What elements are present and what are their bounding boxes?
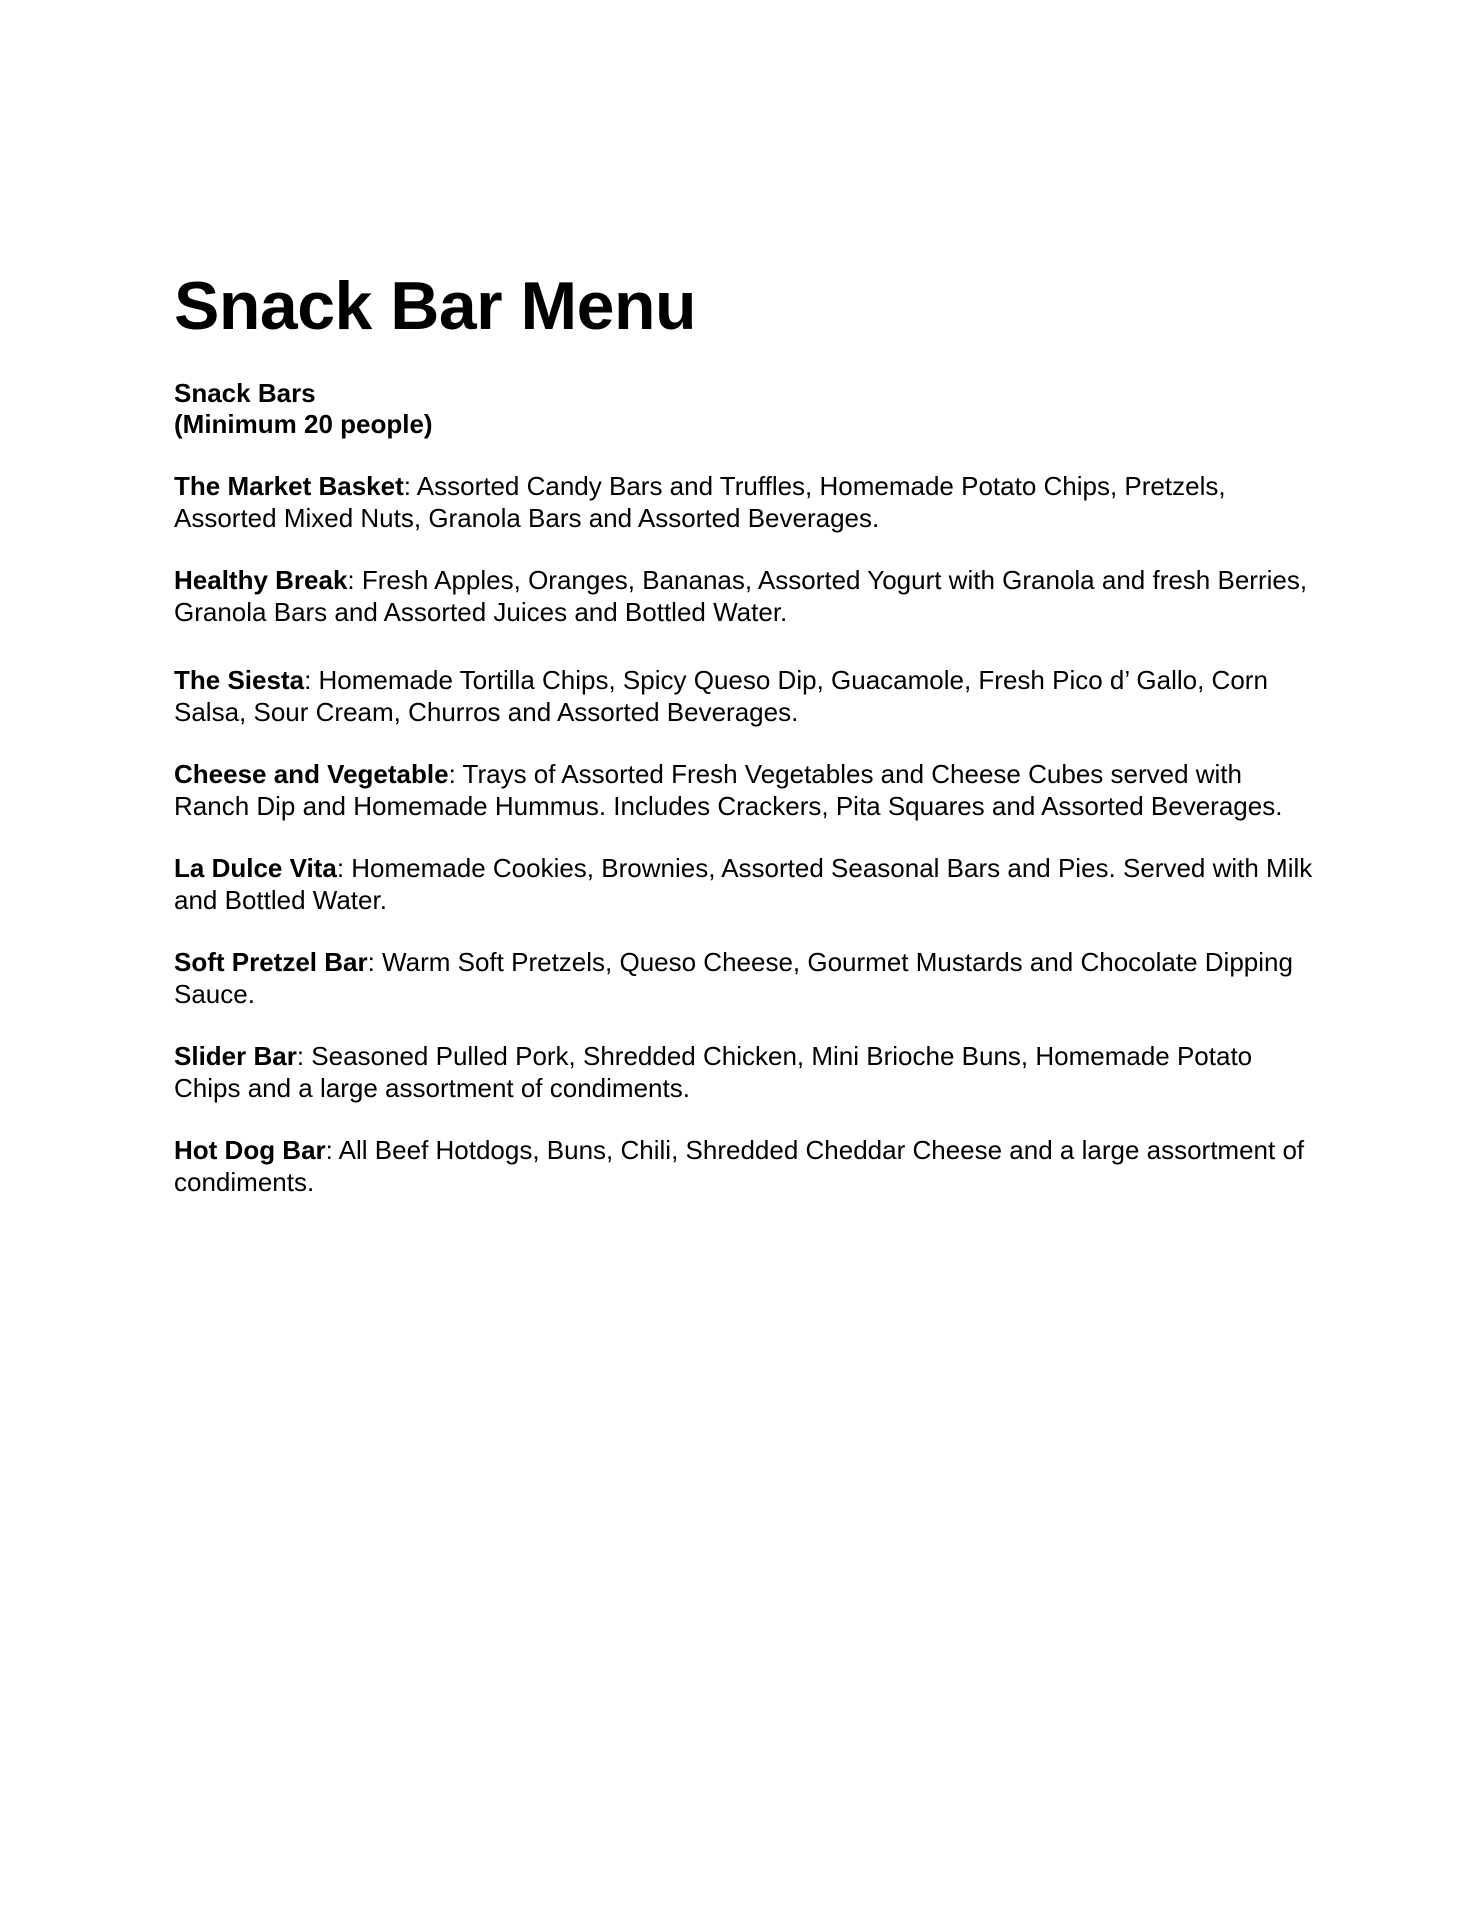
menu-item-soft-pretzel-bar	[174, 947, 1324, 1010]
menu-item-description: : Warm Soft Pretzels, Queso Cheese, Gourmet Mustards and Chocolate Dipping Sauce.	[174, 947, 1293, 1009]
menu-item-description: : Trays of Assorted Fresh Vegetables and Cheese Cubes served with Ranch Dip and Homemade Hummus. Includes Crackers, Pita Squares and Assorted Beverages.	[174, 759, 1283, 821]
menu-item-name: The Market Basket	[174, 471, 404, 501]
menu-item-hot-dog-bar	[174, 1135, 1324, 1198]
menu-item-description: : Fresh Apples, Oranges, Bananas, Assorted Yogurt with Granola and fresh Berries, Granola Bars and Assorted Juices and Bottled Water.	[174, 565, 1308, 627]
menu-item-name: The Siesta	[174, 665, 305, 695]
menu-item-the-siesta	[174, 665, 1324, 728]
menu-item-name: Hot Dog Bar	[174, 1135, 326, 1165]
menu-item-name: Cheese and Vegetable	[174, 759, 449, 789]
section-header	[174, 378, 1324, 440]
menu-item-cheese-and-vegetable	[174, 759, 1324, 822]
menu-item-description: : Homemade Cookies, Brownies, Assorted Seasonal Bars and Pies. Served with Milk and Bottled Water.	[174, 853, 1313, 915]
section-heading: Snack Bars	[174, 378, 316, 408]
menu-item-description: : Assorted Candy Bars and Truffles, Homemade Potato Chips, Pretzels, Assorted Mixed Nuts, Granola Bars and Assorted Beverages.	[174, 471, 1226, 533]
page-title: Snack Bar Menu	[174, 268, 697, 344]
menu-document	[174, 268, 1324, 1198]
menu-item-name: Soft Pretzel Bar	[174, 947, 368, 977]
menu-item-market-basket	[174, 471, 1324, 534]
menu-item-description: : All Beef Hotdogs, Buns, Chili, Shredded Cheddar Cheese and a large assortment of condiments.	[174, 1135, 1305, 1197]
menu-item-la-dulce-vita	[174, 853, 1324, 916]
menu-item-description: : Seasoned Pulled Pork, Shredded Chicken, Mini Brioche Buns, Homemade Potato Chips and a large assortment of condiments.	[174, 1041, 1253, 1103]
menu-item-description: : Homemade Tortilla Chips, Spicy Queso Dip, Guacamole, Fresh Pico d’ Gallo, Corn Salsa, Sour Cream, Churros and Assorted Beverages.	[174, 665, 1268, 727]
menu-item-name: Healthy Break	[174, 565, 348, 595]
section-note: (Minimum 20 people)	[174, 409, 433, 439]
menu-item-name: La Dulce Vita	[174, 853, 337, 883]
menu-item-slider-bar	[174, 1041, 1324, 1104]
menu-item-healthy-break	[174, 565, 1324, 628]
menu-item-name: Slider Bar	[174, 1041, 297, 1071]
